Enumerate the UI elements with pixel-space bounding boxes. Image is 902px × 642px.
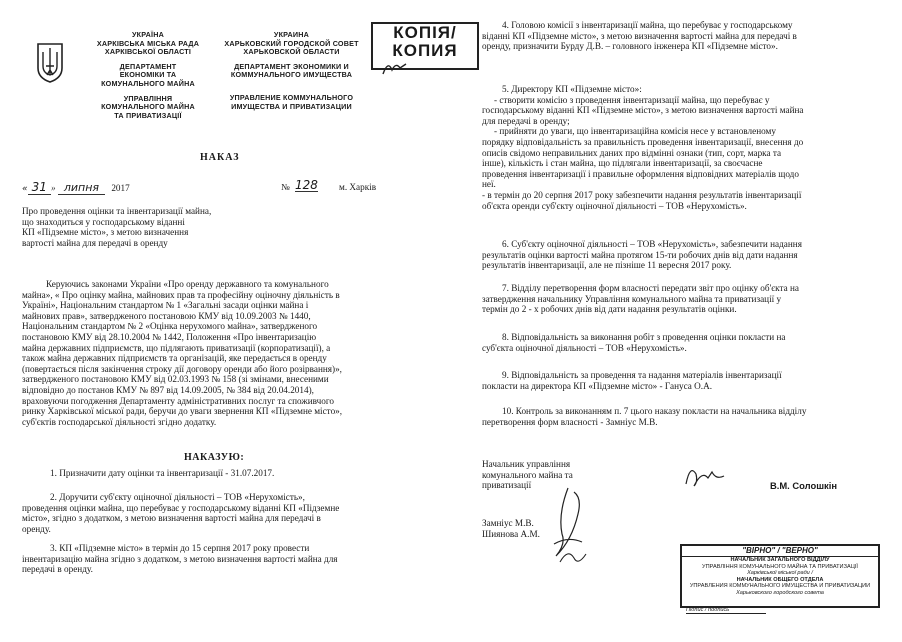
order-item-3: 3. КП «Підземне місто» в термін до 15 серпня 2017 року провести інвентаризацію майна згідно з додатком, з метою визначення вартості майна для передачі в оренду. — [22, 543, 338, 575]
signature-icon — [680, 460, 728, 497]
orders-heading: НАКАЗУЮ: — [184, 452, 245, 463]
order-date-line: « 31 » липня 2017 № 128 м. Харків — [22, 178, 377, 194]
approvers: Замніус М.В. Шиянова А.М. — [482, 518, 540, 539]
verified-stamp: "ВІРНО" / "ВЕРНО" НАЧАЛЬНИК ЗАГАЛЬНОГО ВІДДІЛУ УПРАВЛІННЯ КОМУНАЛЬНОГО МАЙНА ТА ПРИВАТИЗАЦІЇ Харківської міської ради / НАЧАЛЬНИК ОБЩЕГО ОТДЕЛА УПРАВЛЕНИЯ КОММУНАЛЬНОГО ИМУЩЕСТВА И ПРИВАТИЗАЦИИ Харьковского городского совета — [680, 544, 880, 608]
verified-signature-label: Підпис / подпись — [686, 607, 766, 614]
coat-of-arms-icon — [36, 42, 64, 84]
preamble: Керуючись законами України «Про оренду державного та комунального майна», « Про оцінку майна, майнових прав та професійну оціночну діяльність в Україні», Національним стандартом № 1 «Загальні засади оцінки майна і майнових прав», затвердженого постановою КМУ від 10.09.2003 № 1440, Національним стандартом № 2 «Оцінка нерухомого майна», затвердженого постановою КМУ від 28.10.2004 № 1442, Положення «Про інвентаризацію майна державних підприємств, що підлягають приватизації (корпоратизації), а також майна державних підприємств та організацій, яке передається в оренду (повертається після закінчення строку дії договору оренди або його розірвання)», затвердженого постановою КМУ від 02.03.1993 № 158 (зі змінами, внесеними відповідно до постанов КМУ № 897 від 14.09.2005, № 384 від 20.04.2014), враховуючи погодження Департаменту адміністративних послуг та споживчого ринку Харківської міської ради, беручи до уваги звернення КП «Підземне місто», суб'єктів господарської діяльності згідно додатку. — [22, 279, 343, 427]
order-title: НАКАЗ — [200, 152, 240, 163]
order-item-1: 1. Призначити дату оцінки та інвентаризації - 31.07.2017. — [50, 468, 275, 478]
order-item-9: 9. Відповідальність за проведення та надання матеріалів інвентаризації покласти на директора КП «Підземне місто» - Гануса О.А. — [482, 370, 782, 391]
signer-name: В.М. Солошкін — [770, 480, 837, 491]
order-item-7: 7. Відділу перетворення форм власності передати звіт про оцінку об'єкта на затвердження начальнику Управління комунального майна та приватизації у термін до 2 - х робочих днів від дати надання результатів оцінки. — [482, 283, 800, 315]
date-day: 31 — [28, 180, 51, 195]
date-month: липня — [58, 181, 105, 195]
order-subject: Про проведення оцінки та інвентаризації майна, що знаходиться у господарському віданні КП «Підземне місто», з метою визначення вартості майна для передачі в оренду — [22, 206, 212, 248]
date-year: 2017 — [111, 183, 130, 193]
order-item-10: 10. Контроль за виконанням п. 7 цього наказу покласти на начальника відділу перетворення форм власності - Замніус М.В. — [482, 406, 807, 427]
order-item-4: 4. Головою комісії з інвентаризації майна, що перебуває у господарському віданні КП «Підземне місто», з метою визначення вартості майна для передачі в оренду, призначити Бурду Д.В. – головного інженера КП «Підземне місто». — [482, 20, 797, 52]
order-number: 128 — [295, 178, 318, 192]
signer-position: Начальник управління комунального майна та приватизації — [482, 459, 573, 491]
order-item-8: 8. Відповідальність за виконання робіт з проведення оцінки покласти на суб'єкта оціночної діяльності – ТОВ «Нерухомість». — [482, 332, 786, 353]
header-left: УКРАЇНА ХАРКІВСЬКА МІСЬКА РАДА ХАРКІВСЬКОЇ ОБЛАСТІ ДЕПАРТАМЕНТ ЕКОНОМІКИ ТА КОМУНАЛЬНОГО МАЙНА УПРАВЛІННЯ КОМУНАЛЬНОГО МАЙНА ТА ПРИВАТИЗАЦІЇ — [96, 30, 200, 120]
order-city: м. Харків — [339, 182, 377, 192]
order-number-label: № — [281, 182, 290, 192]
copy-stamp: КОПІЯ/ КОПИЯ — [371, 22, 479, 70]
stamp-scribble-icon — [380, 58, 410, 83]
order-item-2: 2. Доручити суб'єкту оціночної діяльності – ТОВ «Нерухомість», проведення оцінки майна, що перебуває у господарському віданні КП «Підземне місто», згідно з додатком, з метою визначення вартості майна для передачі в оренду. — [22, 492, 340, 534]
header-right: УКРАИНА ХАРЬКОВСКИЙ ГОРОДСКОЙ СОВЕТ ХАРЬКОВСКОЙ ОБЛАСТИ ДЕПАРТАМЕНТ ЭКОНОМИКИ И КОММУНАЛЬНОГО ИМУЩЕСТВА УПРАВЛЕНИЕ КОММУНАЛЬНОГО ИМУЩЕСТВА И ПРИВАТИЗАЦИИ — [224, 30, 359, 111]
order-item-5: 5. Директору КП «Підземне місто»: - створити комісію з проведення інвентаризації майна, що перебуває у господарському віданні КП «Підземне місто», з метою визначення вартості майна для передачі в оренду; - прийняти до уваги, що інвентаризаційна комісія несе у встановленому порядку відповідальність за правильність проведення інвентаризації, внесення до описів свідомо неправильних даних про відмінні ознаки (тип, сорт, марка та інше), кількість і стан майна, що підлягали інвентаризації, за своєчасне проведення інвентаризації і правильне оформлення відповідних матеріалів щодо неї. - в термін до 20 серпня 2017 року забезпечити надання результатів інвентаризації об'єкта оренди суб'єкту оціночної діяльності – ТОВ «Нерухомість». — [482, 84, 804, 211]
approver-signature-icon — [538, 484, 598, 579]
order-item-6: 6. Суб'єкту оціночної діяльності – ТОВ «Нерухомість», забезпечити надання результатів оцінки вартості майна протягом 15-ти робочих днів від дати надання результатів інвентаризації, але не пізніше 11 вересня 2017 року. — [482, 239, 802, 271]
